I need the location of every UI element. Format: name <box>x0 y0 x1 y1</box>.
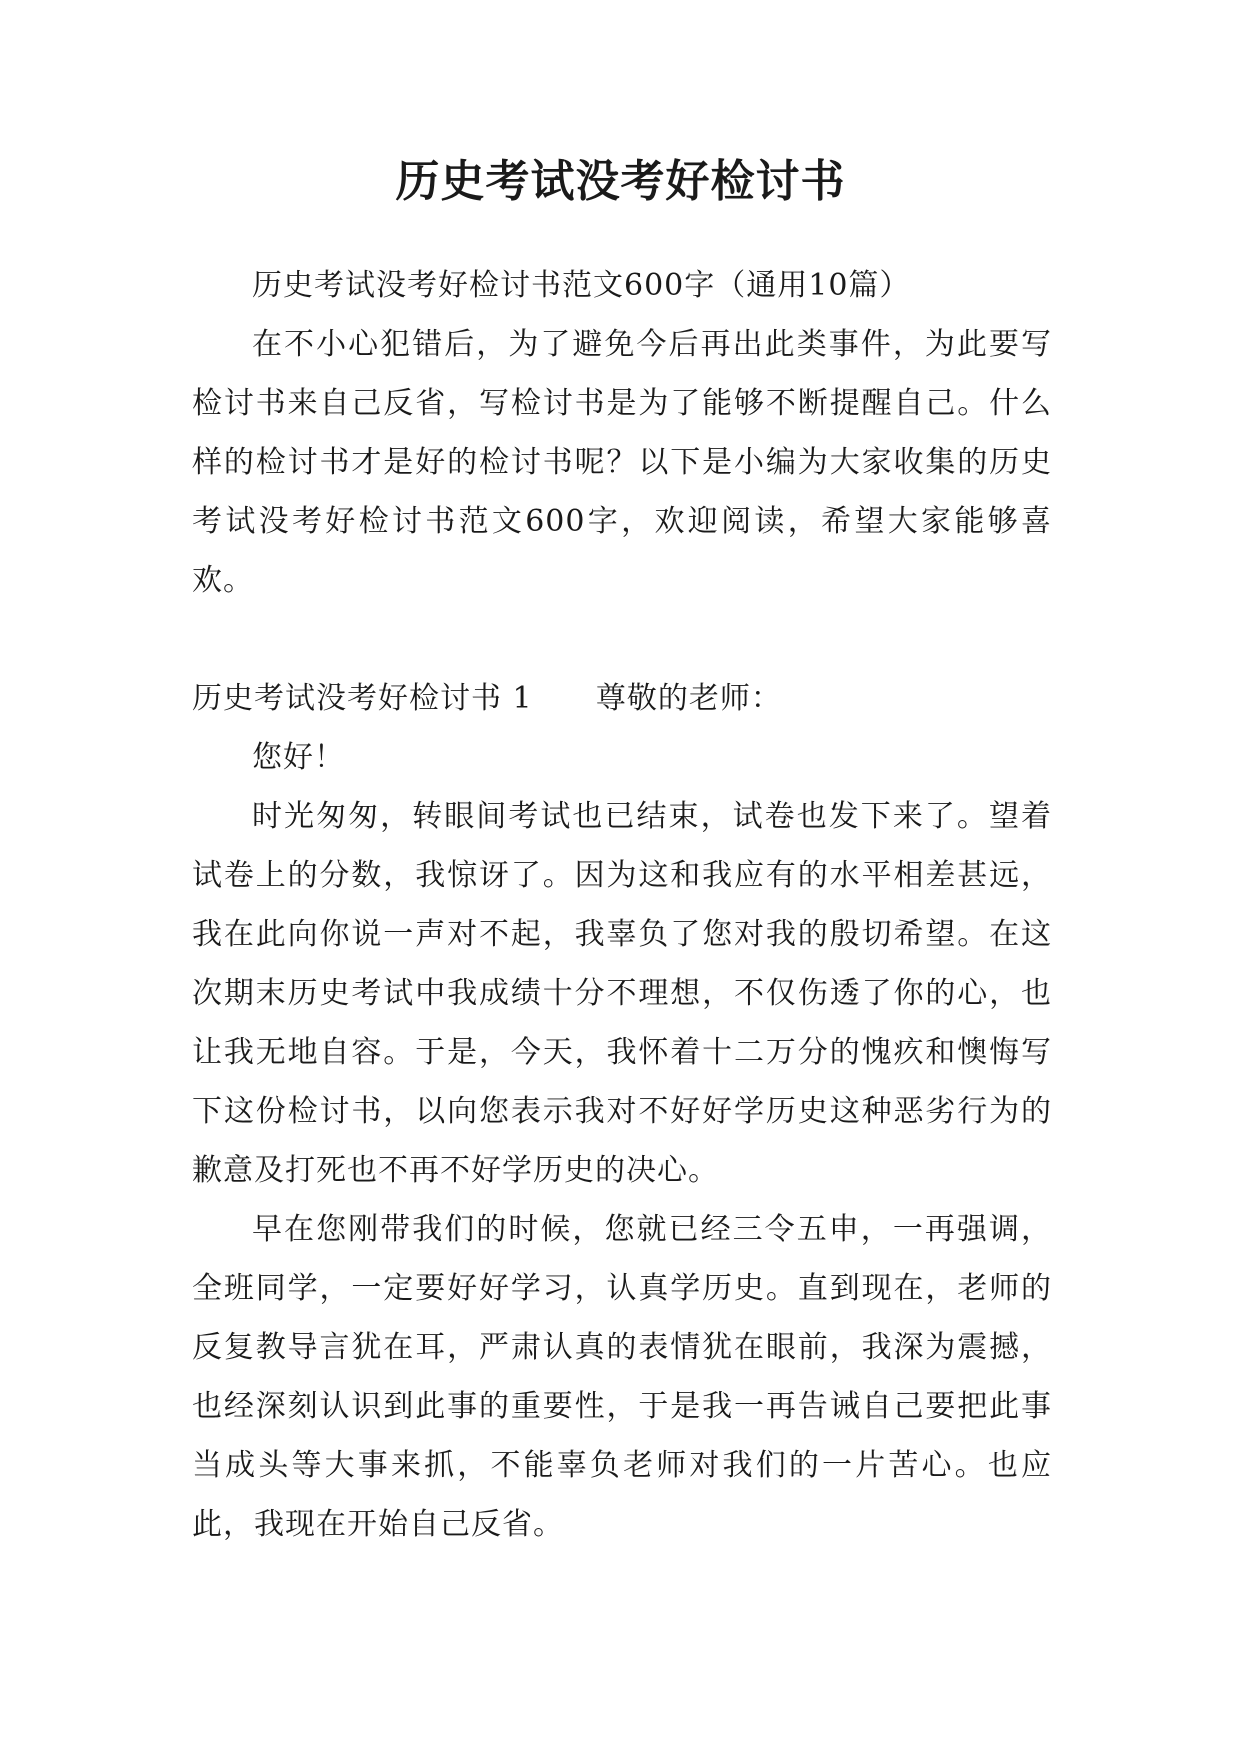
body-paragraph-2: 早在您刚带我们的时候，您就已经三令五申，一再强调，全班同学，一定要好好学习，认真学历史。直到现在，老师的反复教导言犹在耳，严肃认真的表情犹在眼前，我深为震撼，也经深刻认识到此事的重要性，于是我一再告诫自己要把此事当成头等大事来抓，不能辜负老师对我们的一片苦心。也应此，我现在开始自己反省。 <box>192 1212 1052 1542</box>
intro-paragraph: 在不小心犯错后，为了避免今后再出此类事件，为此要写检讨书来自己反省，写检讨书是为了能够不断提醒自己。什么样的检讨书才是好的检讨书呢？以下是小编为大家收集的历史考试没考好检讨书范文600字，欢迎阅读，希望大家能够喜欢。 <box>192 327 1052 598</box>
section-spacer <box>192 610 1052 669</box>
section-heading-line <box>192 669 1052 728</box>
heading-spacer <box>533 681 596 716</box>
intro-subtitle: 历史考试没考好检讨书范文600字（通用10篇） <box>252 268 911 303</box>
section-heading: 历史考试没考好检讨书 1 <box>192 681 533 716</box>
document-body <box>192 256 1052 1554</box>
salutation: 尊敬的老师： <box>595 681 782 716</box>
document-title: 历史考试没考好检讨书 <box>395 156 846 207</box>
body-paragraph-1: 时光匆匆，转眼间考试也已结束，试卷也发下来了。望着试卷上的分数，我惊讶了。因为这和我应有的水平相差甚远，我在此向你说一声对不起，我辜负了您对我的殷切希望。在这次期末历史考试中我成绩十分不理想，不仅伤透了你的心，也让我无地自容。于是，今天，我怀着十二万分的愧疚和懊悔写下这份检讨书，以向您表示我对不好好学历史这种恶劣行为的歉意及打死也不再不好学历史的决心。 <box>192 799 1052 1188</box>
greeting: 您好！ <box>252 740 345 775</box>
